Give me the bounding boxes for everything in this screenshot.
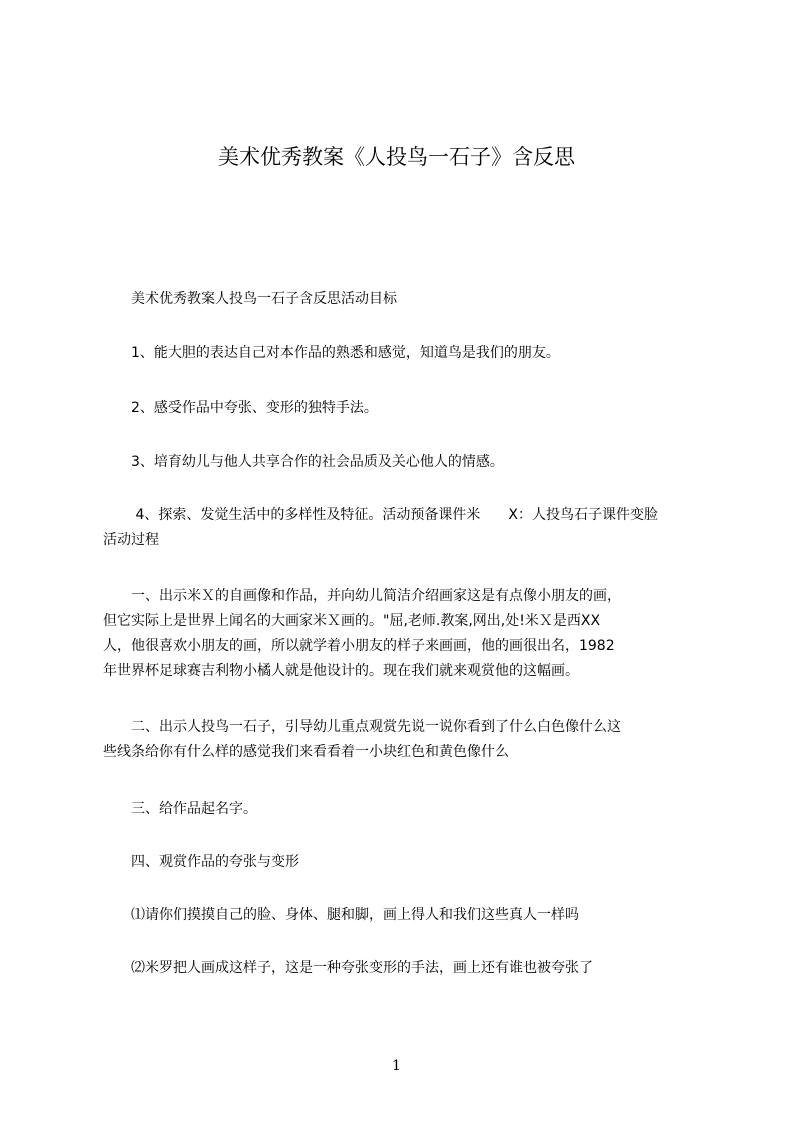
text-line: 3、培育幼儿与他人共享合作的社会品质及关心他人的情感。 (103, 454, 504, 470)
paragraph-objective-2 (103, 396, 703, 421)
paragraph-objectives-heading (103, 287, 703, 312)
text-line: 四、观赏作品的夸张与变形 (103, 854, 299, 870)
text-line: 二、出示人投鸟一石子，引导幼儿重点观赏先说一说你看到了什么白色像什么这 (103, 719, 621, 735)
paragraph-step-4-2 (103, 956, 703, 981)
text-line: 2、感受作品中夸张、变形的独特手法。 (103, 400, 378, 416)
document-title: 美术优秀教案《人投鸟一石子》含反思 (218, 145, 575, 169)
paragraph-objective-3 (103, 450, 703, 475)
text-line: 但它实际上是世界上闻名的大画家米Ｘ画的。"屈,老师.教案,网出,处!米Ｘ是西XX (103, 613, 601, 629)
text-line: 一、出示米Ｘ的自画像和作品，并向幼儿简洁介绍画家这是有点像小朋友的画， (103, 588, 621, 604)
text-line: ⑴请你们摸摸自己的脸、身体、腿和脚，画上得人和我们这些真人一样吗 (103, 907, 579, 923)
text-line: 年世界杯足球赛吉利物小橘人就是他设计的。现在我们就来观赏他的这幅画。 (103, 663, 579, 679)
text-line: 人，他很喜欢小朋友的画，所以就学着小朋友的样子来画画，他的画很出名，1982 (103, 638, 615, 654)
paragraph-objective-4 (103, 503, 703, 553)
text-line: 活动过程 (103, 532, 159, 548)
paragraph-step-4-1 (103, 903, 703, 928)
text-line: 1、能大胆的表达自己对本作品的熟悉和感觉，知道鸟是我们的朋友。 (103, 345, 560, 361)
text-line: ⑵米罗把人画成这样子，这是一种夸张变形的手法，画上还有谁也被夸张了 (103, 960, 593, 976)
paragraph-step-3 (103, 797, 703, 822)
paragraph-step-1 (103, 584, 703, 684)
text-line: 些线条给你有什么样的感觉我们来看看着一小块红色和黄色像什么 (103, 744, 509, 760)
text-line: 4、探索、发觉生活中的多样性及特征。活动预备课件米 X：人投鸟石子课件变脸 (103, 507, 658, 523)
page-number: 1 (392, 1058, 401, 1074)
text-line: 美术优秀教案人投鸟一石子含反思活动目标 (103, 291, 397, 307)
paragraph-step-2 (103, 715, 703, 765)
text-line: 三、给作品起名字。 (103, 801, 257, 817)
paragraph-objective-1 (103, 341, 703, 366)
paragraph-step-4 (103, 850, 703, 875)
